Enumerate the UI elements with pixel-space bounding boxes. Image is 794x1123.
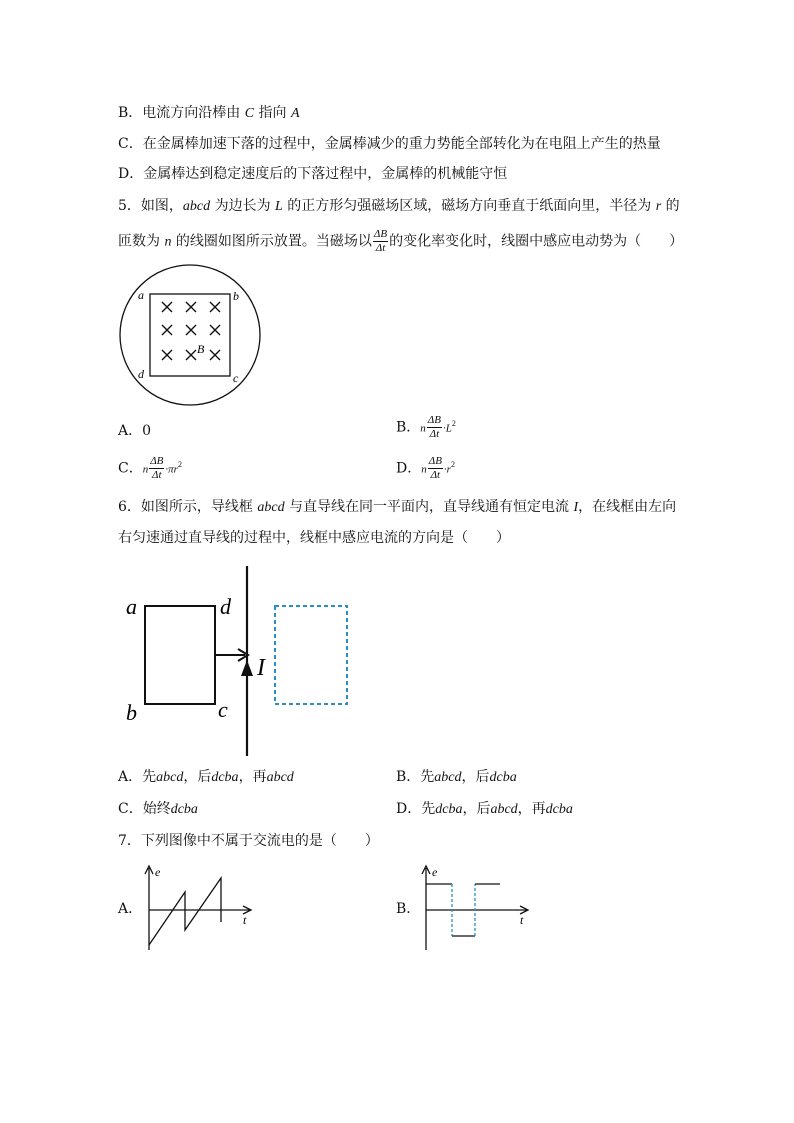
axis-t-label: t <box>520 913 524 927</box>
q6-option-b <box>396 768 517 787</box>
axis-e-label: e <box>155 865 161 879</box>
fraction-denominator: Δt <box>152 469 162 481</box>
option-label: B．先 <box>396 769 435 785</box>
q7-graph-a <box>143 862 258 954</box>
q5-option-c <box>118 455 182 482</box>
fraction-numerator: ΔB <box>373 228 388 240</box>
label-d: d <box>220 594 231 619</box>
option-var: abcd <box>490 802 518 817</box>
q5-option-b-exp: 2 <box>451 418 456 428</box>
option-var: dcba <box>545 802 573 817</box>
q7-graph-b <box>420 862 535 954</box>
q6-text-3: ，在线框由左向 <box>578 499 677 515</box>
fraction-denominator: Δt <box>375 242 386 254</box>
label-d: d <box>138 367 144 381</box>
q5-text-7: 的变化率变化时，线圈中感应电动势为（ ） <box>389 233 684 250</box>
q7-stem: 7．下列图像中不属于交流电的是（ ） <box>118 833 379 849</box>
q4-option-c: C．在金属棒加速下落的过程中，金属棒减少的重力势能全部转化为在电阻上产生的热量 <box>118 136 661 152</box>
option-sep: ，后 <box>462 801 491 817</box>
q4-option-b <box>118 104 300 123</box>
axis-t-label: t <box>243 913 247 927</box>
label-b: b <box>233 289 239 303</box>
q5-text-6: 的线圈如图所示放置。当磁场以 <box>171 233 372 250</box>
q4-option-b-mid: 指向 <box>254 105 291 121</box>
label-a: a <box>126 594 137 619</box>
fraction-numerator: ΔB <box>428 455 442 467</box>
q6-var-I: I <box>573 500 579 515</box>
fraction-denominator: Δt <box>429 428 440 440</box>
option-var: abcd <box>156 770 184 785</box>
field-crosses <box>162 302 220 360</box>
q5-text-2: 为边长为 <box>210 198 276 214</box>
q5-option-d-exp: 2 <box>450 459 455 469</box>
q5-option-d-tail: ·r <box>443 463 451 476</box>
q5-var-L: L <box>275 199 283 214</box>
fraction-denominator: Δt <box>430 469 441 481</box>
option-label: D．先 <box>396 801 436 817</box>
q4-option-d: D．金属棒达到稳定速度后的下落过程中，金属棒的机械能守恒 <box>118 166 508 182</box>
q6-stem-line2: 右匀速通过直导线的过程中，线框中感应电流的方向是（ ） <box>118 530 510 546</box>
option-sep: ，再 <box>238 769 267 785</box>
q6-wire-figure <box>118 562 368 762</box>
option-label: C．始终 <box>118 801 171 817</box>
q5-option-b-tail: ·L <box>442 422 452 435</box>
label-B: B <box>197 342 205 356</box>
q5-option-c-fraction <box>149 455 164 482</box>
label-c: c <box>233 371 239 385</box>
option-var: dcba <box>435 802 463 817</box>
option-label: A．先 <box>118 769 157 785</box>
q6-option-c <box>118 800 198 819</box>
q5-var-n: n <box>164 234 172 250</box>
label-c: c <box>218 697 228 722</box>
fraction-numerator: ΔB <box>427 414 441 426</box>
wire-frame <box>145 606 215 704</box>
frame-final-position <box>275 606 347 704</box>
q5-stem-line2 <box>118 228 683 255</box>
fraction-numerator: ΔB <box>150 455 164 467</box>
q5-option-c-label: C． <box>118 460 143 477</box>
label-b: b <box>126 700 137 725</box>
current-arrow <box>241 660 253 676</box>
q5-var-abcd: abcd <box>182 199 211 214</box>
q4-option-b-from: C <box>244 106 255 121</box>
q5-text-3: 的正方形匀强磁场区域，磁场方向垂直于纸面向里，半径为 <box>282 198 656 214</box>
sawtooth-wave <box>149 878 221 945</box>
axis-e-label: e <box>432 865 438 879</box>
q5-text-4: 的 <box>661 198 680 214</box>
q4-option-b-text: B．电流方向沿棒由 <box>118 105 245 121</box>
q5-option-d-label: D． <box>396 460 422 477</box>
q5-var-r: r <box>655 199 662 214</box>
option-var: dcba <box>211 770 239 785</box>
q5-option-b-fraction <box>427 414 442 441</box>
q6-var-abcd: abcd <box>257 500 285 515</box>
q6-text-1: 6．如图所示，导线框 <box>118 499 258 515</box>
q5-option-a: A．0 <box>118 423 152 439</box>
q7-option-b-label: B． <box>396 901 421 917</box>
q5-stem-line1 <box>118 197 680 216</box>
q5-option-b-n: n <box>420 422 426 435</box>
q5-text-1: 5．如图， <box>118 198 183 214</box>
q5-option-c-tail: ·πr <box>165 463 178 476</box>
coil-circle <box>120 265 260 405</box>
q5-coil-figure <box>118 262 264 408</box>
q6-option-d <box>396 800 573 819</box>
q5-option-d-fraction <box>428 455 443 482</box>
q5-option-b <box>396 414 456 441</box>
option-var: dcba <box>489 770 517 785</box>
option-var: abcd <box>266 770 294 785</box>
option-sep: ，后 <box>461 769 490 785</box>
label-I: I <box>257 655 265 681</box>
q5-option-c-exp: 2 <box>177 459 182 469</box>
option-var: abcd <box>434 770 462 785</box>
q6-text-2: 与直导线在同一平面内，直导线通有恒定电流 <box>284 499 574 515</box>
q5-option-d <box>396 455 455 482</box>
option-var: dcba <box>170 802 198 817</box>
q6-option-a <box>118 768 294 787</box>
q4-option-b-to: A <box>291 106 300 121</box>
q6-stem-line1 <box>118 498 676 517</box>
q7-option-a-label: A． <box>118 901 143 917</box>
option-sep: ，再 <box>517 801 546 817</box>
label-a: a <box>138 288 144 302</box>
q5-option-c-n: n <box>142 463 149 476</box>
q5-option-b-label: B． <box>396 419 421 436</box>
q5-rate-fraction <box>373 228 388 255</box>
q5-text-5: 匝数为 <box>118 233 165 250</box>
q5-option-d-n: n <box>421 463 427 476</box>
option-sep: ，后 <box>183 769 212 785</box>
